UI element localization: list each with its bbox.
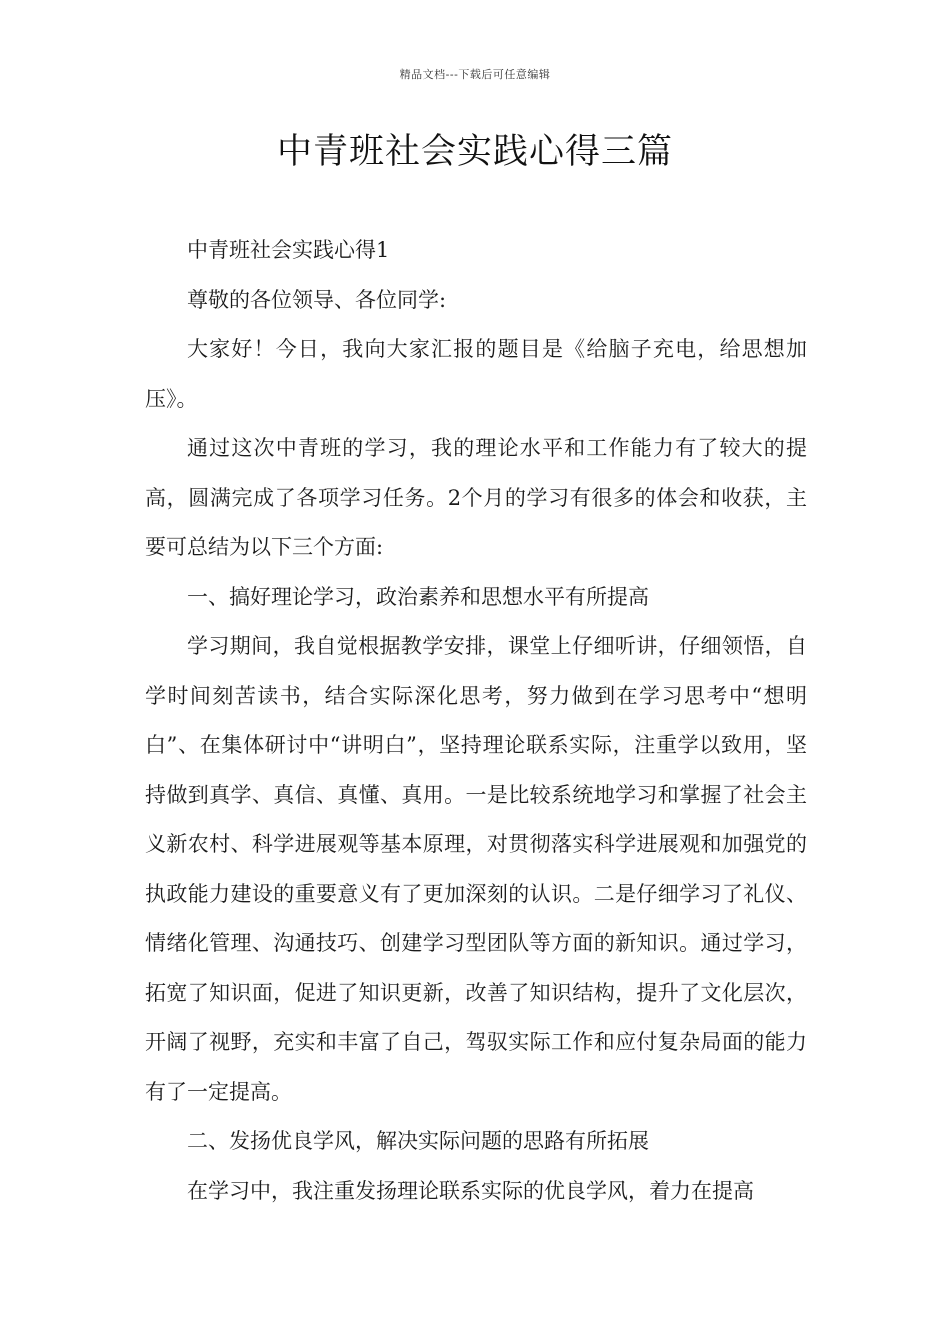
subheading-1: 一、搞好理论学习，政治素养和思想水平有所提高 [187, 584, 649, 609]
header-note: 精品文档---下载后可任意编辑 [399, 68, 551, 81]
salutation: 尊敬的各位领导、各位同学: [187, 287, 447, 312]
paragraph: 学习期间，我自觉根据教学安排，课堂上仔细听讲，仔细领悟，自学时间刻苦读书，结合实际深化思考，努力做到在学习思考中“想明白”、在集体研讨中“讲明白”，坚持理论联系实际，注重学以致用，坚持做到真学、真信、真懂、真用。一是比较系统地学习和掌握了社会主义新农村、科学进展观等基本原理，对贯彻落实科学进展观和加强党的执政能力建设的重要意义有了更加深刻的认识。二是仔细学习了礼仪、情绪化管理、沟通技巧、创建学习型团队等方面的新知识。通过学习，拓宽了知识面，促进了知识更新，改善了知识结构，提升了文化层次，开阔了视野，充实和丰富了自己，驾驭实际工作和应付复杂局面的能力有了一定提高。 [145, 634, 807, 1104]
paragraph: 在学习中，我注重发扬理论联系实际的优良学风，着力在提高 [187, 1178, 754, 1203]
document-body [145, 226, 807, 1216]
section-heading-1: 中青班社会实践心得1 [187, 238, 390, 262]
subheading-2: 二、发扬优良学风，解决实际问题的思路有所拓展 [187, 1129, 649, 1153]
paragraph: 通过这次中青班的学习，我的理论水平和工作能力有了较大的提高，圆满完成了各项学习任务。2个月的学习有很多的体会和收获，主要可总结为以下三个方面: [145, 436, 807, 559]
document-title: 中青班社会实践心得三篇 [276, 132, 673, 172]
paragraph: 大家好！今日，我向大家汇报的题目是《给脑子充电，给思想加压》。 [145, 337, 807, 411]
